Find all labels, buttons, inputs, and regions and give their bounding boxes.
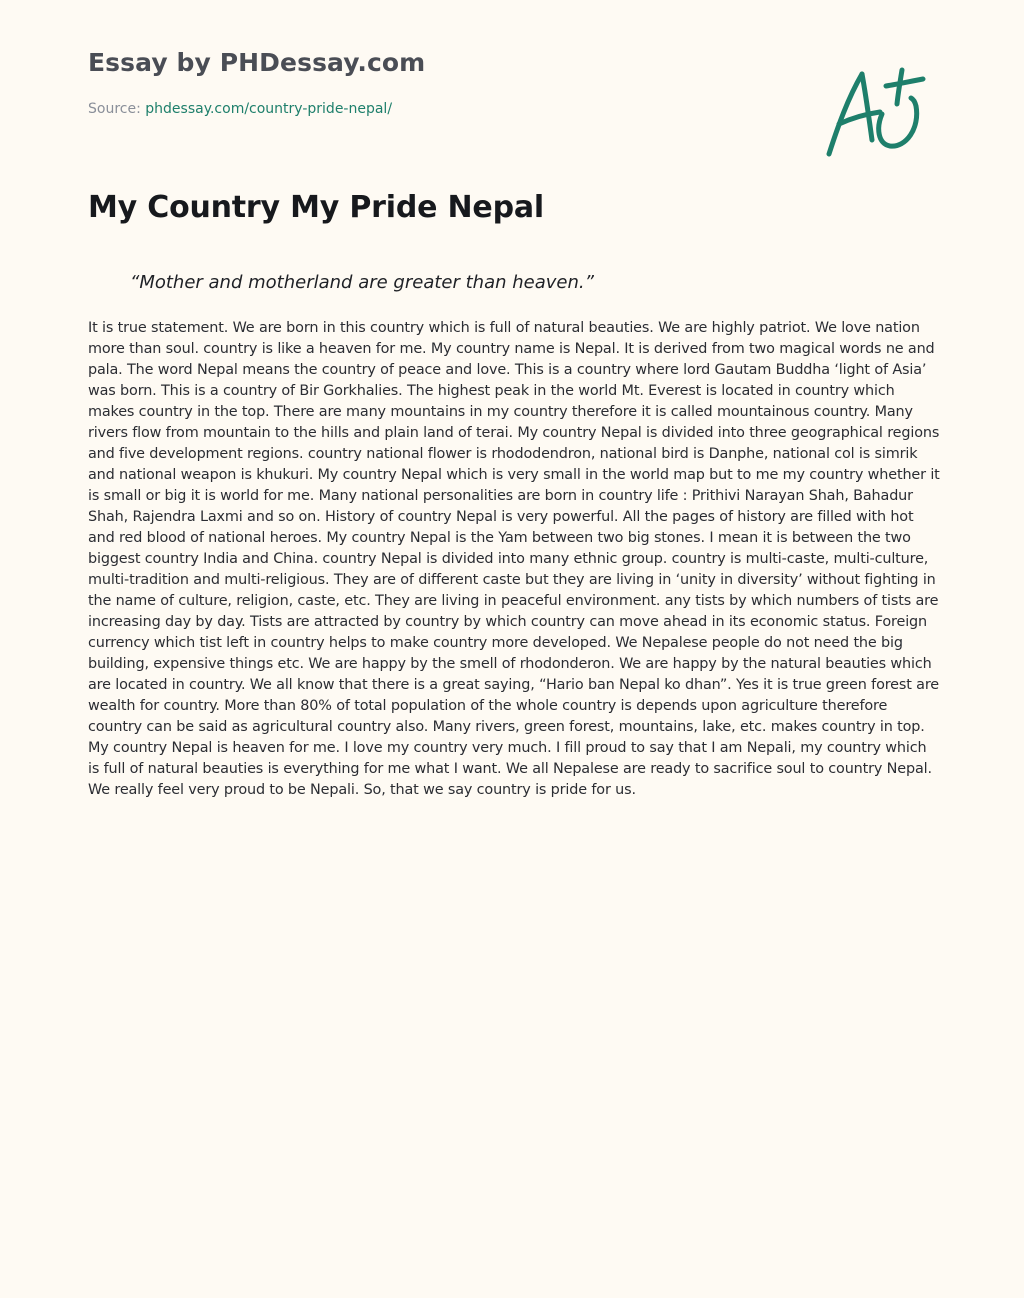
source-line bbox=[88, 101, 392, 117]
site-title: Essay by PHDessay.com bbox=[88, 48, 426, 77]
source-link[interactable]: phdessay.com/country-pride-nepal/ bbox=[145, 101, 393, 117]
a-plus-grade-icon bbox=[820, 62, 932, 162]
essay-quote: “Mother and motherland are greater than heaven.” bbox=[130, 272, 594, 293]
essay-body: It is true statement. We are born in this country which is full of natural beauties. We are highly patriot. We love nation more than soul. country is like a heaven for me. My country name is Nepal. It is derived from two magical words ne and pala. The word Nepal means the country of peace and love. This is a country where lord Gautam Buddha ‘light of Asia’ was born. This is a country of Bir Gorkhalies. The highest peak in the world Mt. Everest is located in country which makes country in the top. There are many mountains in my country therefore it is called mountainous country. Many rivers flow from mountain to the hills and plain land of terai. My country Nepal is divided into three geographical regions and five development regions. country national flower is rhododendron, national bird is Danphe, national col is simrik and national weapon is khukuri. My country Nepal which is very small in the world map but to me my country whether it is small or big it is world for me. Many national personalities are born in country life : Prithivi Narayan Shah, Bahadur Shah, Rajendra Laxmi and so on. History of country Nepal is very powerful. All the pages of history are filled with hot and red blood of national heroes. My country Nepal is the Yam between two big stones. I mean it is between the two biggest country India and China. country Nepal is divided into many ethnic group. country is multi-caste, multi-culture, multi-tradition and multi-religious. They are of different caste but they are living in ‘unity in diversity’ without fighting in the name of culture, religion, caste, etc. They are living in peaceful environment. any tists by which numbers of tists are increasing day by day. Tists are attracted by country by which country can move ahead in its economic status. Foreign currency which tist left in country helps to make country more developed. We Nepalese people do not need the big building, expensive things etc. We are happy by the smell of rhodonderon. We are happy by the natural beauties which are located in country. We all know that there is a great saying, “Hario ban Nepal ko dhan”. Yes it is true green forest are wealth for country. More than 80% of total population of the whole country is depends upon agriculture therefore country can be said as agricultural country also. Many rivers, green forest, mountains, lake, etc. makes country in top. My country Nepal is heaven for me. I love my country very much. I fill proud to say that I am Nepali, my country which is full of natural beauties is everything for me what I want. We all Nepalese are ready to sacrifice soul to country Nepal. We really feel very proud to be Nepali. So, that we say country is pride for us. bbox=[88, 320, 940, 798]
source-label: Source: bbox=[88, 101, 141, 117]
essay-title: My Country My Pride Nepal bbox=[88, 190, 544, 225]
